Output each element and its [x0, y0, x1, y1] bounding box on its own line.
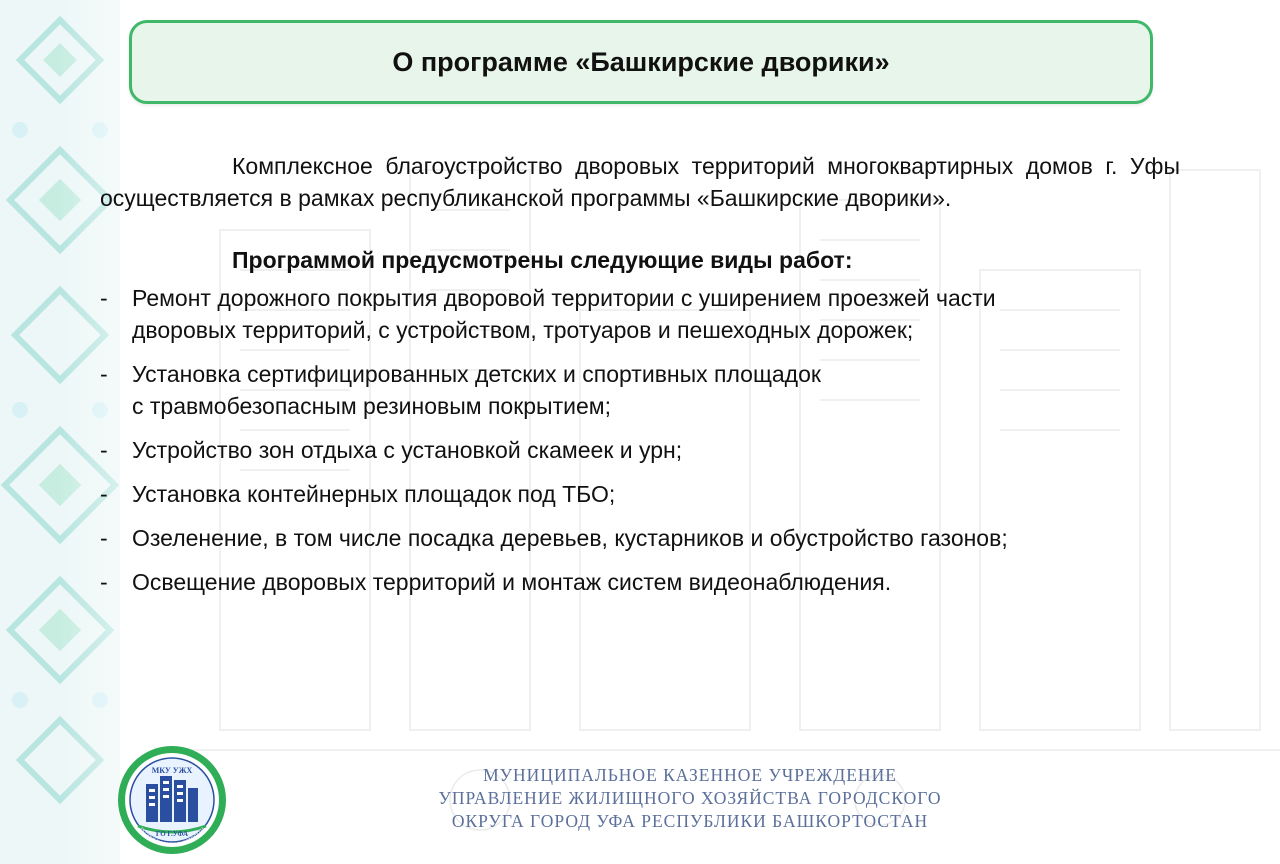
works-list: [100, 282, 1180, 598]
list-dash: -: [100, 285, 108, 311]
org-line: МУНИЦИПАЛЬНОЕ КАЗЕННОЕ УЧРЕЖДЕНИЕ: [483, 765, 897, 785]
org-line: УПРАВЛЕНИЕ ЖИЛИЩНОГО ХОЗЯЙСТВА ГОРОДСКОГО: [438, 788, 942, 808]
title-banner: [129, 20, 1153, 104]
list-item: [100, 358, 1180, 422]
list-item: [100, 566, 1180, 598]
page-title: О программе «Башкирские дворики»: [392, 46, 890, 77]
logo-ring-text: РЕСПУБЛИКИ БАШКОРТОСТАН: [137, 826, 207, 849]
list-dash: -: [100, 361, 108, 387]
list-dash: -: [100, 525, 108, 551]
list-item-text: дворовых территорий, с устройством, тротуаров и пешеходных дорожек;: [132, 317, 914, 343]
list-item-text: с травмобезопасным резиновым покрытием;: [132, 393, 611, 419]
list-item-text: Ремонт дорожного покрытия дворовой территории с уширением проезжей части: [132, 285, 996, 311]
list-item-text: Освещение дворовых территорий и монтаж систем видеонаблюдения.: [132, 569, 892, 595]
list-item-text: Установка сертифицированных детских и спортивных площадок: [132, 361, 821, 387]
list-item-text: Озеленение, в том числе посадка деревьев, кустарников и обустройство газонов;: [132, 525, 1008, 551]
list-item: [100, 434, 1180, 466]
intro-paragraph: Комплексное благоустройство дворовых территорий многоквартирных домов г. Уфы осуществляется в рамках республиканской программы «Башкирские дворики».: [100, 153, 1180, 211]
org-line: ОКРУГА ГОРОД УФА РЕСПУБЛИКИ БАШКОРТОСТАН: [451, 811, 929, 831]
logo-top-text: МКУ УЖХ: [151, 766, 193, 775]
list-item: [100, 282, 1180, 346]
list-item: [100, 478, 1180, 510]
list-dash: -: [100, 569, 108, 595]
list-dash: -: [100, 481, 108, 507]
list-item: [100, 522, 1180, 554]
logo-bottom-text: ГО Г.УФА: [155, 830, 189, 838]
list-item-text: Устройство зон отдыха с установкой скамеек и урн;: [132, 437, 683, 463]
works-heading: Программой предусмотрены следующие виды работ:: [232, 247, 853, 273]
organization-name: [300, 764, 1080, 833]
main-content: [100, 150, 1180, 610]
list-dash: -: [100, 437, 108, 463]
list-item-text: Установка контейнерных площадок под ТБО;: [132, 481, 616, 507]
mku-uzhkh-logo: [116, 744, 228, 856]
